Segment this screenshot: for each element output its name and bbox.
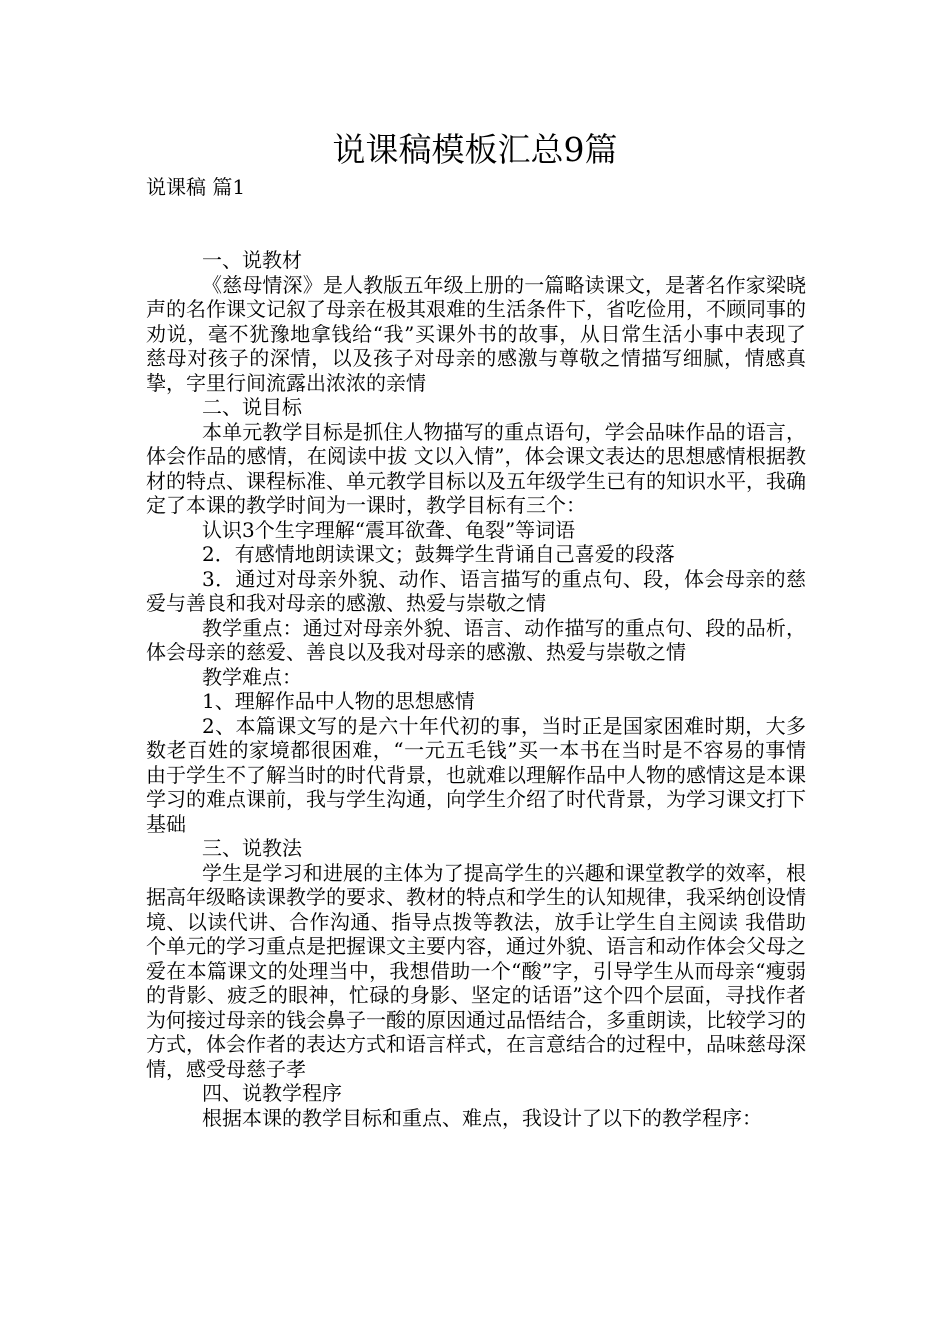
paragraph: 《慈母情深》是人教版五年级上册的一篇略读课文，是著名作家梁晓声的名作课文记叙了母亲在极其艰难的生活条件下，省吃俭用，不顾同事的劝说，毫不犹豫地拿钱给“我”买课外书的故事，从日常生活小事中表现了慈母对孩子的深情，以及孩子对母亲的感激与尊敬之情描写细腻，情感真挚，字里行间流露出浓浓的亲情: [146, 272, 806, 395]
paragraph: 3．通过对母亲外貌、动作、语言描写的重点句、段，体会母亲的慈爱与善良和我对母亲的感激、热爱与崇敬之情: [146, 566, 806, 615]
paragraph: 2．有感情地朗读课文；鼓舞学生背诵自己喜爱的段落: [202, 542, 675, 566]
document-subtitle: 说课稿 篇1: [146, 175, 246, 199]
document-body: [146, 248, 806, 1130]
section-heading: 二、说目标: [202, 395, 302, 419]
section-heading: 四、说教学程序: [202, 1081, 342, 1105]
paragraph: 教学难点：: [202, 664, 302, 689]
document-title: 说课稿模板汇总9篇: [332, 130, 618, 169]
section-heading: 三、说教法: [202, 836, 302, 860]
paragraph: 认识3个生字理解“震耳欲聋、龟裂”等词语: [202, 517, 576, 542]
paragraph: 学生是学习和进展的主体为了提高学生的兴趣和课堂教学的效率，根据高年级略读课教学的要求、教材的特点和学生的认知规律，我采纳创设情境、以读代讲、合作沟通、指导点拨等教法，放手让学生自主阅读 我借助个单元的学习重点是把握课文主要内容，通过外貌、语言和动作体会父母之爱在本篇课文的处理当中，我想借助一个“酸”字，引导学生从而母亲“瘦弱的背影、疲乏的眼神，忙碌的身影、坚定的话语”这个四个层面，寻找作者为何接过母亲的钱会鼻子一酸的原因通过品悟结合，多重朗读，比较学习的方式，体会作者的表达方式和语言样式，在言意结合的过程中，品味慈母深情，感受母慈子孝: [146, 860, 806, 1081]
paragraph: 1、理解作品中人物的思想感情: [202, 689, 475, 713]
section-heading: 一、说教材: [202, 248, 302, 272]
paragraph: 根据本课的教学目标和重点、难点，我设计了以下的教学程序：: [202, 1105, 762, 1130]
paragraph: 教学重点：通过对母亲外貌、语言、动作描写的重点句、段的品析，体会母亲的慈爱、善良以及我对母亲的感激、热爱与崇敬之情: [146, 615, 806, 664]
paragraph: 本单元教学目标是抓住人物描写的重点语句，学会品味作品的语言，体会作品的感情，在阅读中拔 文以入情”，体会课文表达的思想感情根据教材的特点、课程标准、单元教学目标以及五年级学生已有的知识水平，我确定了本课的教学时间为一课时，教学目标有三个：: [146, 419, 806, 517]
paragraph: 2、本篇课文写的是六十年代初的事，当时正是国家困难时期，大多数老百姓的家境都很困难，“一元五毛钱”买一本书在当时是不容易的事情由于学生不了解当时的时代背景，也就难以理解作品中人物的感情这是本课学习的难点课前，我与学生沟通，向学生介绍了时代背景，为学习课文打下基础: [146, 713, 806, 836]
